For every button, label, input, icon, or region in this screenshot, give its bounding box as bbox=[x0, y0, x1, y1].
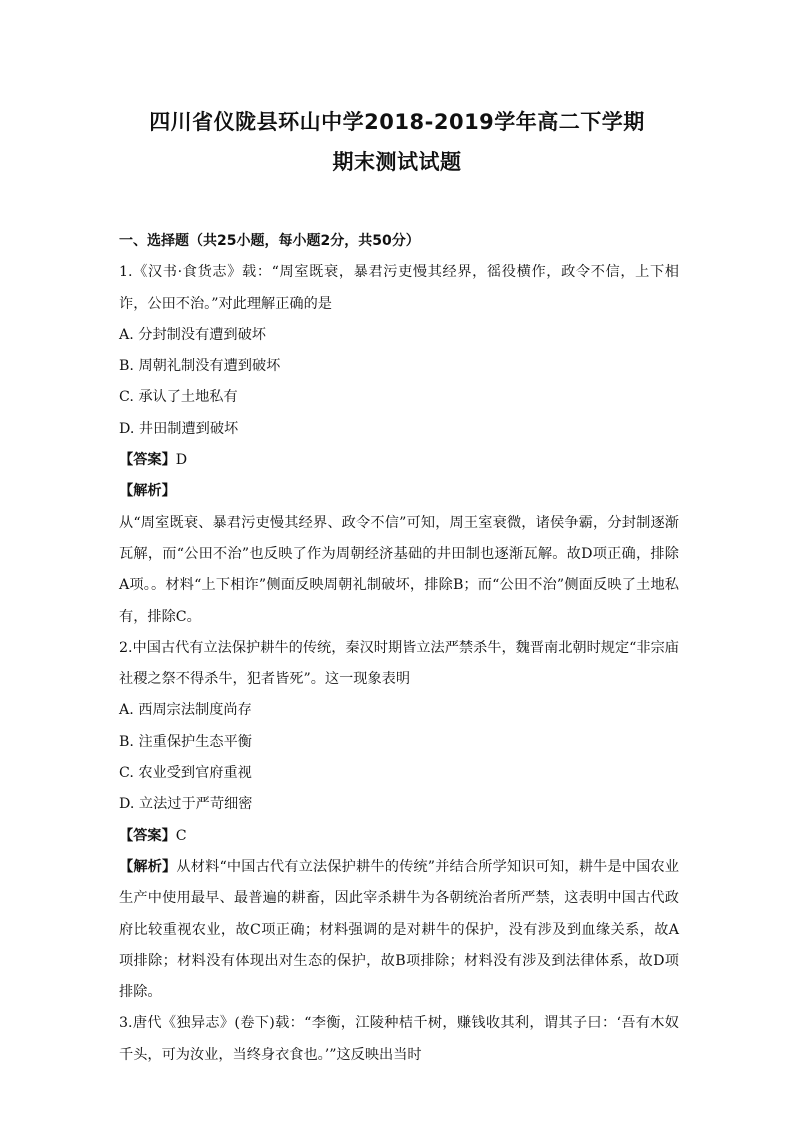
question-3-stem: 3.唐代《独异志》(卷下)载：“李衡，江陵种桔千树，赚钱收其利，谓其子曰：‘吾有木奴千头，可为汝业，当终身衣食也。’”这反映出当时 bbox=[119, 1015, 679, 1063]
answer-label: 【答案】 bbox=[119, 827, 176, 844]
analysis-text: 从材料“中国古代有立法保护耕牛的传统”并结合所学知识可知，耕牛是中国农业生产中使用最早、最普遍的耕畜，因此宰杀耕牛为各朝统治者所严禁，这表明中国古代政府比较重视农业，故C项正确；材料强调的是对耕牛的保护，没有涉及到血缘关系，故A项排除；材料没有体现出对生态的保护，故B项排除；材料没有涉及到法律体系，故D项排除。 bbox=[119, 858, 679, 1001]
question-1-answer bbox=[119, 445, 679, 476]
question-2-option-a: A. 西周宗法制度尚存 bbox=[119, 702, 252, 719]
question-2-option-d: D. 立法过于严苛细密 bbox=[119, 796, 253, 813]
question-1-stem: 1.《汉书·食货志》载：“周室既衰，暴君污吏慢其经界，徭役横作，政令不信，上下相诈，公田不治。”对此理解正确的是 bbox=[119, 264, 679, 312]
question-2-stem: 2.中国古代有立法保护耕牛的传统，秦汉时期皆立法严禁杀牛，魏晋南北朝时规定“非宗庙社稷之祭不得杀牛，犯者皆死”。这一现象表明 bbox=[119, 639, 679, 688]
question-1-analysis: 从“周室既衰、暴君污吏慢其经界、政令不信”可知，周王室衰微，诸侯争霸，分封制逐渐瓦解，而“公田不治”也反映了作为周朝经济基础的井田制也逐渐瓦解。故D项正确，排除A项。。材料“上下相诈”侧面反映周朝礼制破坏，排除B；而“公田不治”侧面反映了土地私有，排除C。 bbox=[119, 514, 679, 625]
question-2-option-b: B. 注重保护生态平衡 bbox=[119, 733, 252, 750]
question-1-option-b: B. 周朝礼制没有遭到破坏 bbox=[119, 358, 281, 375]
document-body bbox=[119, 226, 679, 1071]
question-1-option-c: C. 承认了土地私有 bbox=[119, 389, 238, 406]
answer-value: C bbox=[175, 827, 187, 844]
answer-label: 【答案】 bbox=[119, 452, 176, 469]
question-1-option-d: D. 井田制遭到破坏 bbox=[119, 420, 239, 437]
analysis-label: 【解析】 bbox=[119, 858, 177, 875]
document-subtitle: 期末测试试题 bbox=[332, 150, 462, 174]
question-1-option-a: A. 分封制没有遭到破坏 bbox=[119, 326, 266, 343]
question-2-option-c: C. 农业受到官府重视 bbox=[119, 765, 252, 782]
answer-value: D bbox=[175, 452, 188, 469]
question-2-analysis bbox=[119, 852, 679, 1008]
question-2-answer bbox=[119, 821, 679, 852]
question-1-analysis-label: 【解析】 bbox=[119, 483, 176, 500]
section-heading: 一、选择题（共25小题，每小题2分，共50分） bbox=[119, 233, 420, 249]
document-title: 四川省仪陇县环山中学2018-2019学年高二下学期 bbox=[149, 110, 645, 134]
